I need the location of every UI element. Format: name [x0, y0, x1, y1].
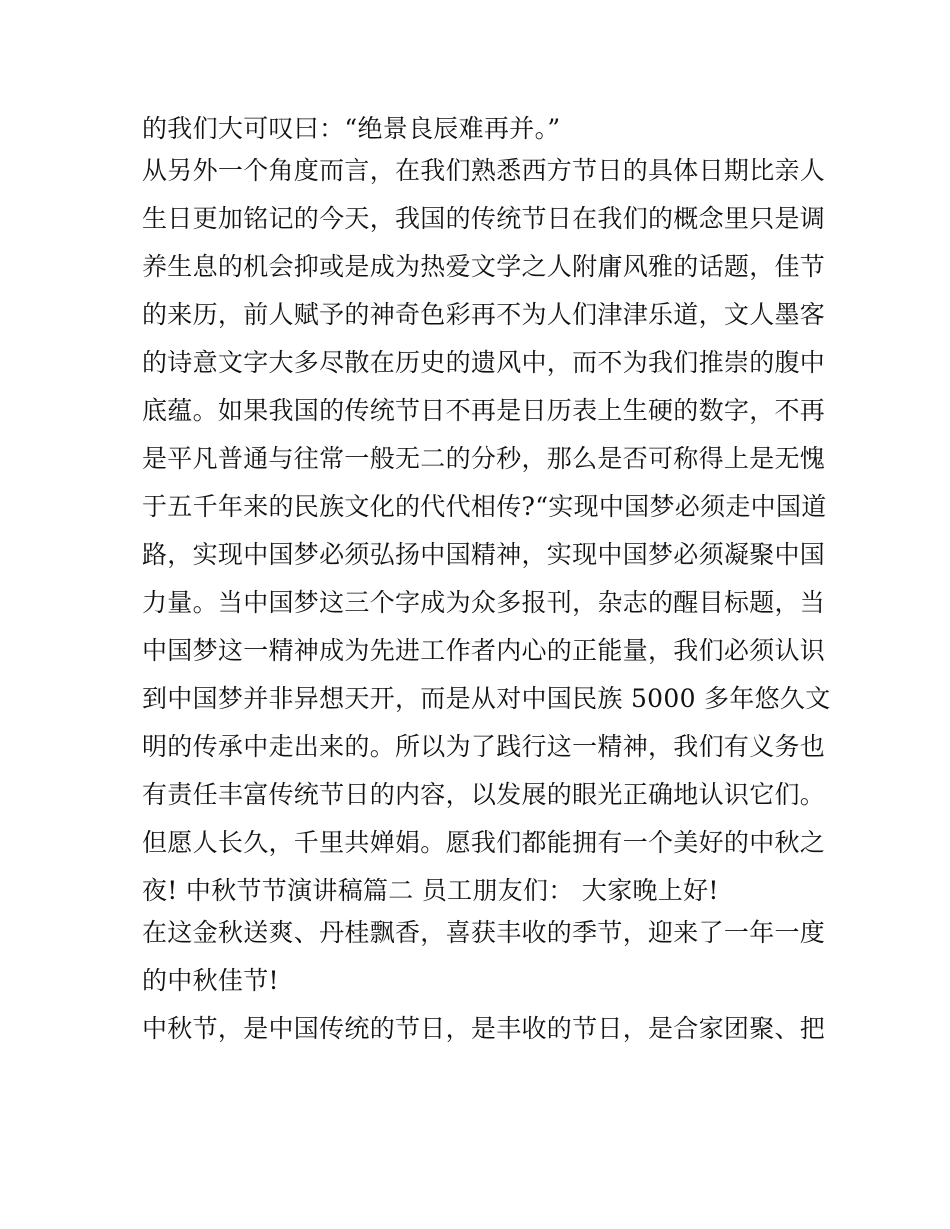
text-line: 底蕴。如果我国的传统节日不再是日历表上生硬的数字，不再 — [142, 396, 826, 425]
text-line: 于五千年来的民族文化的代代相传?“实现中国梦必须走中国道 — [142, 492, 827, 521]
text-line: 明的传承中走出来的。所以为了践行这一精神，我们有义务也 — [142, 732, 826, 761]
text-line: 夜! 中秋节节演讲稿篇二 员工朋友们： 大家晚上好! — [142, 876, 719, 905]
text-line: 的诗意文字大多尽散在历史的遗风中，而不为我们推崇的腹中 — [142, 348, 826, 377]
text-line: 路，实现中国梦必须弘扬中国精神，实现中国梦必须凝聚中国 — [142, 540, 826, 569]
text-line: 从另外一个角度而言，在我们熟悉西方节日的具体日期比亲人 — [142, 156, 826, 185]
text-line: 的我们大可叹曰：“绝景良辰难再并。” — [142, 114, 561, 143]
text-line: 但愿人长久，千里共婵娟。愿我们都能拥有一个美好的中秋之 — [142, 828, 826, 857]
text-line: 生日更加铭记的今天，我国的传统节日在我们的概念里只是调 — [142, 204, 826, 233]
text-line: 养生息的机会抑或是成为热爱文学之人附庸风雅的话题，佳节 — [142, 252, 826, 281]
text-line: 有责任丰富传统节日的内容，以发展的眼光正确地认识它们。 — [142, 780, 826, 809]
text-line: 力量。当中国梦这三个字成为众多报刊，杂志的醒目标题，当 — [142, 588, 826, 617]
text-line: 中国梦这一精神成为先进工作者内心的正能量，我们必须认识 — [142, 636, 826, 665]
text-line: 的中秋佳节! — [142, 966, 279, 995]
text-line: 在这金秋送爽、丹桂飘香，喜获丰收的季节，迎来了一年一度 — [142, 918, 826, 947]
text-line: 的来历，前人赋予的神奇色彩再不为人们津津乐道，文人墨客 — [142, 300, 826, 329]
body-text — [142, 110, 831, 1058]
text-line: 中秋节，是中国传统的节日，是丰收的节日，是合家团聚、把 — [142, 1014, 826, 1043]
text-line: 是平凡普通与往常一般无二的分秒，那么是否可称得上是无愧 — [142, 444, 826, 473]
text-line: 到中国梦并非异想天开，而是从对中国民族 5000 多年悠久文 — [142, 684, 831, 713]
